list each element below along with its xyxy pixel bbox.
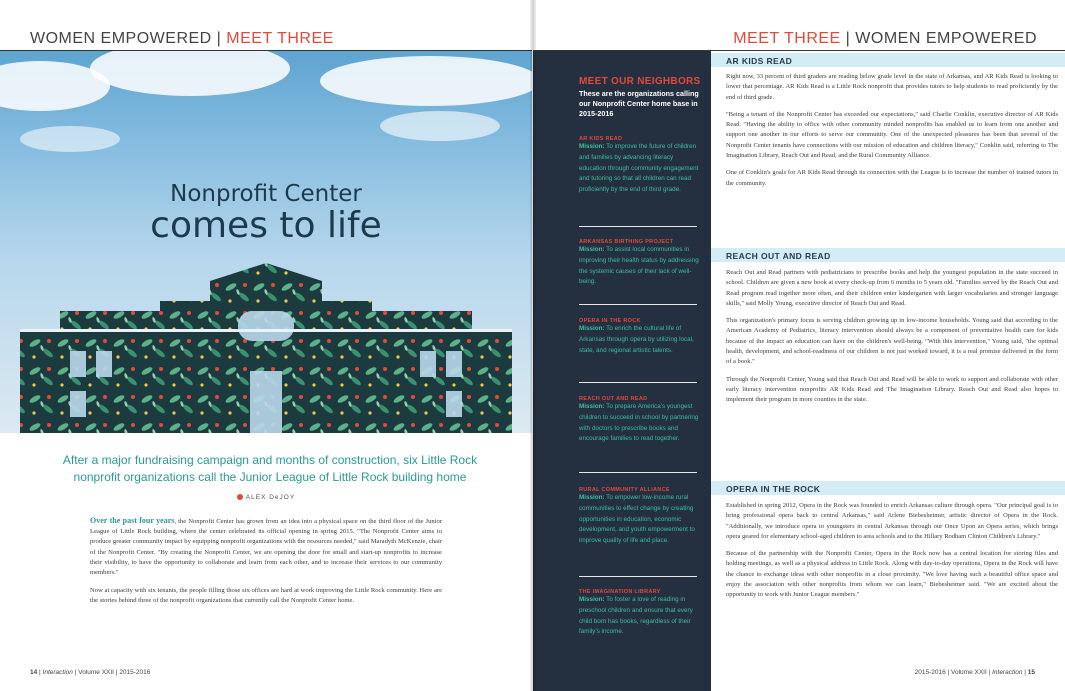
paragraph: Now at capacity with six tenants, the people filling those six offices are hard at work improving the Little Rock community. Here are the stories behind three of the nonprofit organizations that currently call the Nonprofit Center home.	[90, 587, 442, 605]
section-body-reach-out-and-read: Reach Out and Read partners with pediatricians to prescribe books and help the youngest population in the state succeed in school. Children are given a new book at every check-up from 6 months to 5 years old. "Families served by the Reach Out and Read program read together more often, and their children enter kindergarten with larger vocabularies and stronger language skills," said Molly Young, executive director of Reach Out and Read. This organization's primary focus is serving children growing up in low-income households. Young said that according to the American Academy of Pediatrics, literacy intervention should always be a component of preventative health care for kids because of the impact an education can have on the children's well-being. "With this intervention," Young said, "the optimal health, development, and school-readiness of our children is not just worked toward, it is a real promise delivered in the form of a book." Through the Nonprofit Center, Young said that Reach Out and Read will be able to work to support and collaborate with other early literacy intervention nonprofits AR Kids Read and The Imagination Library. Reach Out and Read also hopes to implement their program in more counties in the state.	[726, 269, 1058, 404]
sidebar-divider	[579, 226, 697, 227]
section-heading-reach-out-and-read: REACH OUT AND READ	[726, 251, 831, 261]
sidebar-item-arkansas-birthing-project: ARKANSAS BIRTHING PROJECT Mission: To assist local communities in improving their health status by addressing the systemic causes of their lack of well-being.	[579, 239, 699, 286]
section-heading-opera-in-the-rock: OPERA IN THE ROCK	[726, 484, 821, 494]
sidebar-item-ar-kids-read: AR KIDS READ Mission: To improve the future of children and families by advancing literacy education through community engagement and tutoring so that all children can read proficiently by the end of third grade.	[579, 136, 699, 194]
article-deck: After a major fundraising campaign and months of construction, six Little Rock nonprofit organizations call the Junior League of Little Rock building home	[62, 453, 478, 484]
sidebar-divider	[579, 382, 697, 383]
byline-bullet	[237, 494, 243, 500]
sidebar-item-imagination-library: THE IMAGINATION LIBRARY Mission: To foster a love of reading in preschool children and ensure that every child born has books, regardless of their family's income.	[579, 589, 693, 636]
section-body-ar-kids-read: Right now, 33 percent of third graders are reading below grade level in the state of Arkansas, and AR Kids Read is looking to lower that percentage. AR Kids Read is a Little Rock nonprofit that provides tutors to help students to read proficiently by the end of third grade. "Being a tenant of the Nonprofit Center has exceeded our expectations," said Charlie Conklin, executive director of AR Kids Read. "Having the ability to office with other community minded nonprofits has enabled us to learn from one another and support one another in our efforts to serve our community. One of the unexpected pleasures has been that several of the Nonprofit Center tenants have connections with our mission of education and children literacy," Conklin said, referring to The Imagination Library, Reach Out and Read, and the Rural Community Alliance. One of Conklin's goals for AR Kids Read through its connection with the League is to increase the number of trained tutors in the community.	[726, 73, 1058, 187]
folio-right: 2015-2016 | Volume XXII | Interaction | 15	[914, 669, 1035, 676]
sidebar-divider	[579, 576, 697, 577]
building-illustration	[0, 251, 532, 433]
paragraph: Over the past four years, the Nonprofit Center has grown from an idea into a physical space on the third floor of the Junior League of Little Rock building, where the center celebrated its official opening in spring 2015. "The Nonprofit Center aims to produce greater community impact by equipping nonprofit organizations with the resources needed," said Maradyth McKenzie, chair of the Nonprofit Center. "By creating the Nonprofit Center, we are opening the door for small and start-up nonprofits to increase their visibility, to have the opportunity to collaborate and learn from each other, and to increase their services to our community members."	[90, 516, 442, 577]
hero-image	[0, 51, 532, 433]
sidebar-subtitle: These are the organizations calling our Nonprofit Center home base in 2015-2016	[579, 89, 699, 118]
neighbors-sidebar	[533, 51, 711, 691]
section-heading-ar-kids-read: AR KIDS READ	[726, 56, 793, 66]
spine-gutter	[530, 0, 536, 691]
sidebar-item-rural-community-alliance: RURAL COMMUNITY ALLIANCE Mission: To empower low-income rural communities to effect change by creating opportunities in education, economic development, and youth empowerment to improve quality of life and place.	[579, 487, 695, 545]
sidebar-divider	[579, 304, 697, 305]
article-title: Nonprofit Center comes to life	[150, 181, 382, 246]
folio-left: 14 | Interaction | Volume XXII | 2015-2016	[30, 669, 151, 676]
sidebar-divider	[579, 472, 697, 473]
left-page	[0, 0, 532, 691]
right-page	[533, 0, 1065, 691]
sidebar-title: MEET OUR NEIGHBORS	[579, 76, 701, 87]
sidebar-item-opera-in-the-rock: OPERA IN THE ROCK Mission: To enrich the cultural life of Arkansas through opera by utilizing local, state, and regional artistic talents.	[579, 318, 694, 354]
section-body-opera-in-the-rock: Established in spring 2012, Opera in the Rock was founded to enrich Arkansas culture through opera. "Our principal goal is to bring professional opera back to central Arkansas," said Arlene Biebesheimer, artistic director of Opera in the Rock. "Additionally, we introduce opera to youngsters in central Arkansas through our Once Upon an Opera series, which brings opera geared for elementary school-aged children to area schools and to the Hillary Rodham Clinton Children's Library." Because of the partnership with the Nonprofit Center, Opera in the Rock now has a central location for storing files and holding meetings, as well as a physical address in Little Rock. Along with day-to-day operations, Opera in the Rock will have the chance to exchange ideas with other nonprofits in a close proximity. "We love having such a beautiful office space and enjoy the association with other nonprofits from whom we can learn," Biebesheimer said. "We are excited about the opportunity to work with Junior League members."	[726, 502, 1058, 599]
running-head-right: MEET THREE | WOMEN EMPOWERED	[733, 30, 1037, 47]
sidebar-item-reach-out-and-read: REACH OUT AND READ Mission: To prepare America's youngest children to succeed in school by partnering with doctors to prescribe books and encourage families to read together.	[579, 396, 699, 443]
article-body-left	[90, 516, 442, 615]
running-head-left: WOMEN EMPOWERED | MEET THREE	[30, 30, 334, 47]
byline: ALEX DeJOY	[0, 494, 532, 501]
